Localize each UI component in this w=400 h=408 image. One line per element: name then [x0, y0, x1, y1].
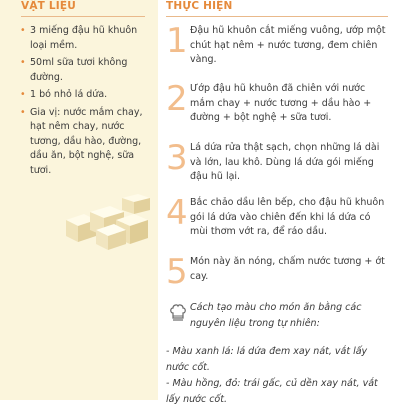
steps-heading-rule	[166, 16, 388, 17]
step-text: Đậu hũ khuôn cắt miếng vuông, ướp một chút hạt nêm + nước tương, đem chiên vàng.	[190, 25, 386, 65]
ingredient-item	[10, 106, 150, 179]
step-number: 5	[166, 252, 188, 292]
ingredients-list	[10, 24, 150, 181]
ingredient-text: 1 bó nhỏ lá dứa.	[30, 89, 108, 100]
tofu-cubes	[66, 194, 150, 250]
ingredient-text: Gia vị: nước mắm chay, hạt nêm chay, nước tương, dầu hào, đường, dầu ăn, bột nghệ, sữa tươi.	[30, 106, 143, 176]
ingredient-text: 3 miếng đậu hũ khuôn loại mềm.	[30, 25, 138, 51]
ingredient-item	[10, 56, 150, 85]
tip-red: - Màu hồng, đỏ: trái gấc, củ dền xay nát, vắt lấy nước cốt.	[166, 378, 378, 405]
step-number: 4	[166, 193, 188, 233]
ingredients-heading-rule	[21, 16, 145, 17]
step-text: Ướp đậu hũ khuôn đã chiên với nước mắm chay + nước tương + dầu hào + đường + bột nghệ + sữa tươi.	[190, 83, 372, 123]
tip-green: - Màu xanh lá: lá dứa đem xay nát, vắt lấy nước cốt.	[166, 346, 368, 373]
tofu-image	[60, 190, 156, 252]
bullet: •	[20, 89, 26, 100]
bullet: •	[20, 25, 26, 36]
ingredient-item	[10, 24, 150, 53]
ingredients-heading: VẬT LIỆU	[21, 0, 76, 12]
step-text: Lá dứa rửa thật sạch, chọn những lá dài và lớn, lau khô. Dùng lá dứa gói miếng đậu hũ lại.	[190, 142, 380, 182]
bullet: •	[20, 57, 26, 68]
tip-intro: Cách tạo màu cho món ăn bằng các nguyên liệu trong tự nhiên:	[190, 302, 362, 329]
ingredient-text: 50ml sữa tươi không đường.	[30, 57, 128, 83]
steps-heading: THỰC HIỆN	[166, 0, 233, 12]
step-number: 1	[166, 21, 188, 61]
chef-hat-icon	[170, 304, 186, 322]
step-number: 2	[166, 79, 188, 119]
step-text: Bắc chảo dầu lên bếp, cho đậu hũ khuôn gói lá dứa vào chiên đến khi lá dứa có mùi thơm vớt ra, để ráo dầu.	[190, 197, 385, 237]
ingredient-item	[10, 88, 150, 103]
step-text: Món này ăn nóng, chấm nước tương + ớt cay.	[190, 256, 385, 282]
bullet: •	[20, 106, 26, 118]
step-number: 3	[166, 138, 188, 178]
